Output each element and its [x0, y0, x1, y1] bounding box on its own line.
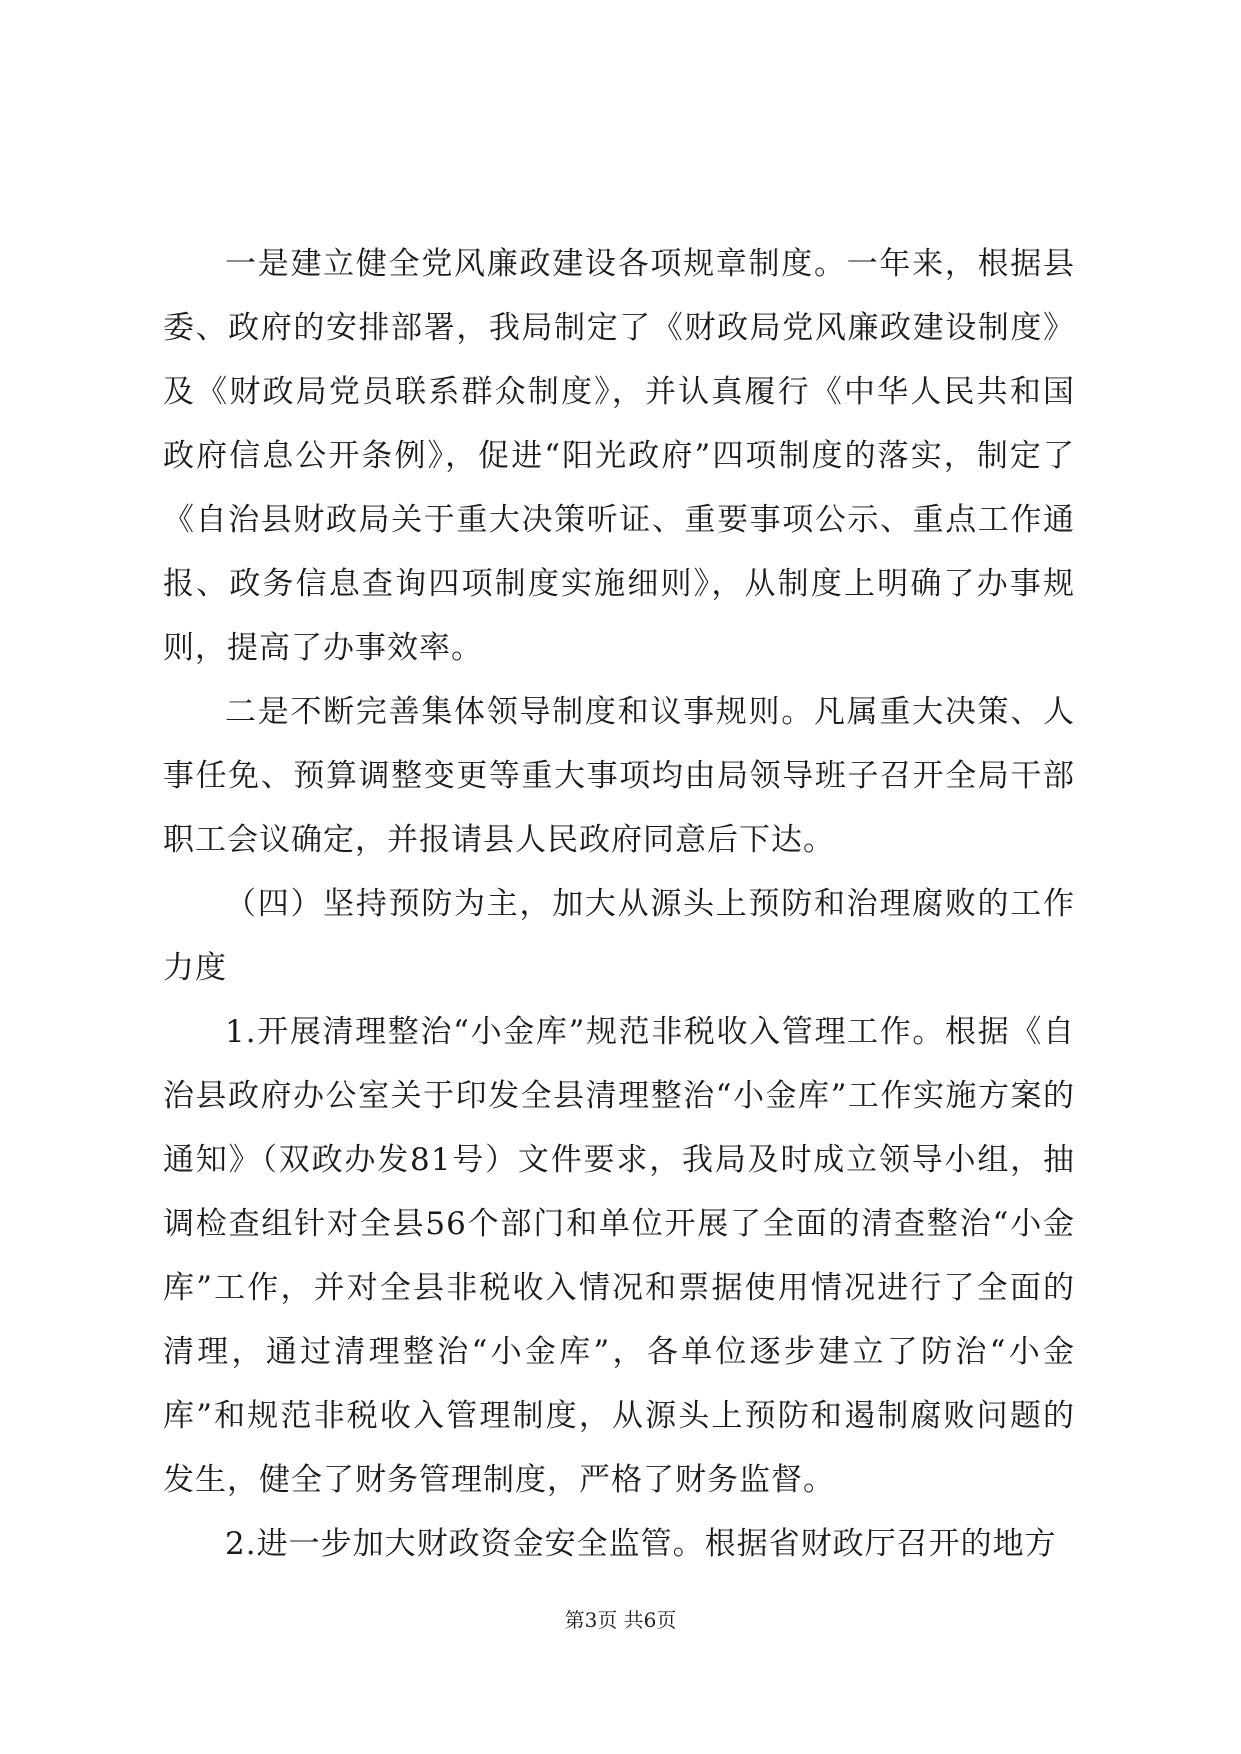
document-body [163, 232, 1075, 1576]
paragraph-collective-leadership: 二是不断完善集体领导制度和议事规则。凡属重大决策、人事任免、预算调整变更等重大事项均由局领导班子召开全局干部职工会议确定，并报请县人民政府同意后下达。 [163, 694, 1075, 858]
paragraph-fund-supervision: 2.进一步加大财政资金安全监管。根据省财政厅召开的地方 [225, 1526, 1057, 1562]
page-footer [0, 1606, 1241, 1634]
paragraph-small-treasury: 1.开展清理整治“小金库”规范非税收入管理工作。根据《自治县政府办公室关于印发全县清理整治“小金库”工作实施方案的通知》（双政办发81号）文件要求，我局及时成立领导小组，抽调检查组针对全县56个部门和单位开展了全面的清查整治“小金库”工作，并对全县非税收入情况和票据使用情况进行了全面的清理，通过清理整治“小金库”，各单位逐步建立了防治“小金库”和规范非税收入管理制度，从源头上预防和遏制腐败问题的发生，健全了财务管理制度，严格了财务监督。 [163, 1014, 1075, 1498]
section-heading-prevention: （四）坚持预防为主，加大从源头上预防和治理腐败的工作力度 [163, 886, 1075, 986]
paragraph-rules-system: 一是建立健全党风廉政建设各项规章制度。一年来，根据县委、政府的安排部署，我局制定了《财政局党风廉政建设制度》及《财政局党员联系群众制度》，并认真履行《中华人民共和国政府信息公开条例》，促进“阳光政府”四项制度的落实，制定了《自治县财政局关于重大决策听证、重要事项公示、重点工作通报、政务信息查询四项制度实施细则》，从制度上明确了办事规则，提高了办事效率。 [163, 246, 1075, 666]
page-number-label: 第3页 共6页 [564, 1608, 677, 1632]
